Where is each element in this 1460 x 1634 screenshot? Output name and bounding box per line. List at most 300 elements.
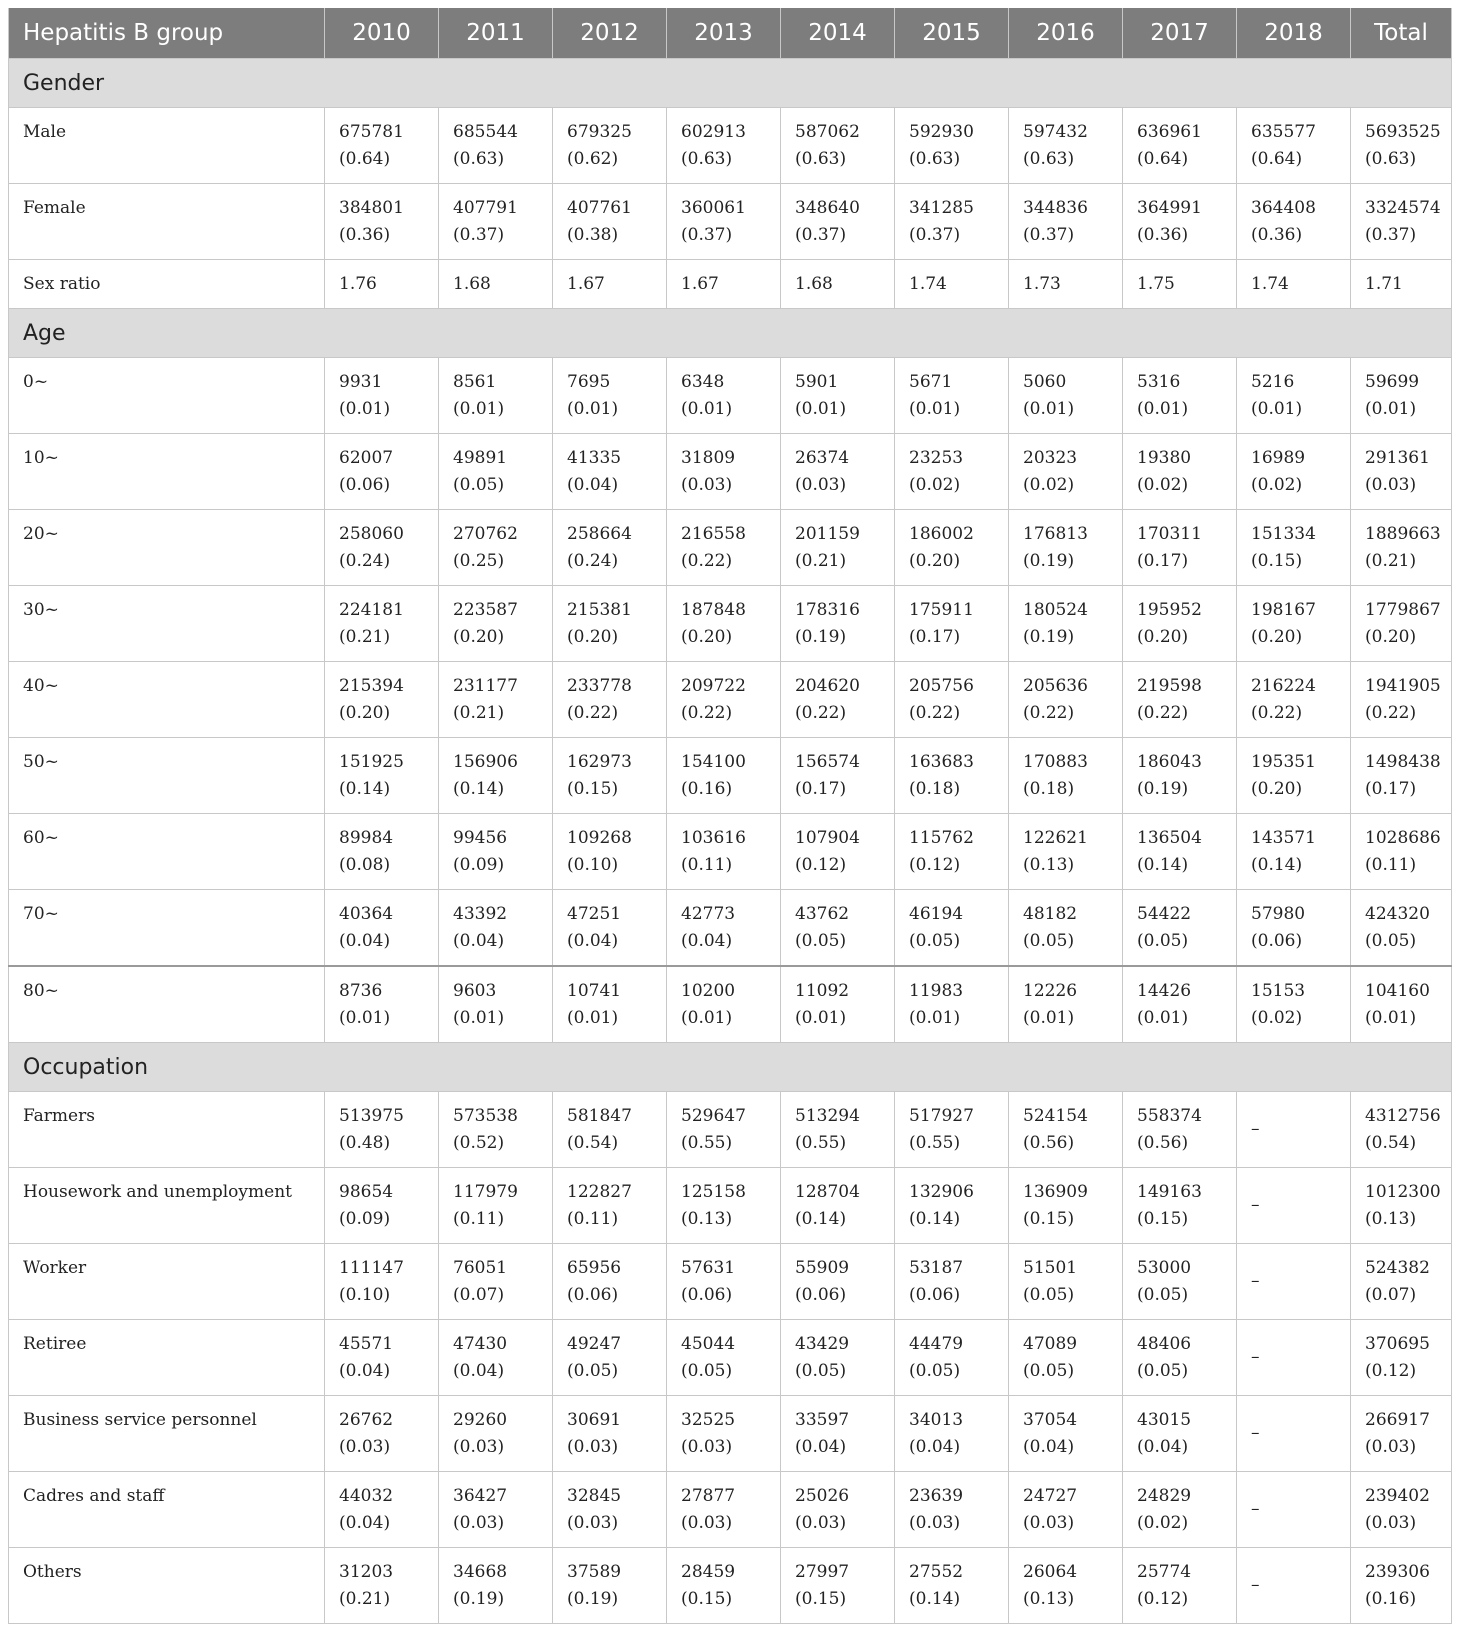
cell-count: 136504 — [1137, 828, 1202, 848]
cell-proportion: (0.01) — [339, 399, 391, 419]
row-label: Business service personnel — [9, 1396, 325, 1472]
cell-count: 43429 — [795, 1334, 850, 1354]
cell-proportion: (0.01) — [681, 1008, 733, 1028]
cell-proportion: (0.19) — [795, 627, 847, 647]
cell-count: 37054 — [1023, 1410, 1078, 1430]
cell-count: 186002 — [909, 524, 974, 544]
table-cell — [895, 1320, 1009, 1396]
table-cell — [895, 260, 1009, 309]
row-label: Cadres and staff — [9, 1472, 325, 1548]
table-cell — [895, 738, 1009, 814]
cell-proportion: (0.13) — [1365, 1209, 1417, 1229]
table-cell — [553, 966, 667, 1043]
cell-proportion: (0.17) — [795, 779, 847, 799]
cell-proportion: (0.05) — [453, 475, 505, 495]
table-cell — [667, 434, 781, 510]
table-cell — [1351, 1092, 1452, 1168]
cell-count: 7695 — [567, 372, 611, 392]
table-cell — [325, 966, 439, 1043]
cell-proportion: (0.01) — [1365, 399, 1417, 419]
cell-count: 30691 — [567, 1410, 622, 1430]
table-cell — [781, 1472, 895, 1548]
cell-proportion: (0.20) — [1137, 627, 1189, 647]
table-cell — [1351, 890, 1452, 967]
table-cell — [1123, 184, 1237, 260]
cell-count: 24727 — [1023, 1486, 1078, 1506]
table-cell — [1123, 1244, 1237, 1320]
table-cell — [439, 510, 553, 586]
header-year: 2011 — [439, 8, 553, 59]
cell-proportion: (0.48) — [339, 1133, 391, 1153]
table-cell — [667, 966, 781, 1043]
cell-proportion: (0.02) — [1137, 475, 1189, 495]
cell-count: 685544 — [453, 122, 518, 142]
cell-count: 156574 — [795, 752, 860, 772]
cell-count: 103616 — [681, 828, 746, 848]
cell-count: 231177 — [453, 676, 518, 696]
cell-count: 24829 — [1137, 1486, 1192, 1506]
cell-count: 258060 — [339, 524, 404, 544]
cell-proportion: (0.04) — [339, 1361, 391, 1381]
cell-proportion: (0.22) — [795, 703, 847, 723]
row-label: 80~ — [9, 966, 325, 1043]
table-row — [9, 184, 1452, 260]
table-cell — [439, 966, 553, 1043]
cell-count: 223587 — [453, 600, 518, 620]
cell-count: 1941905 — [1365, 676, 1441, 696]
cell-proportion: (0.05) — [1137, 1361, 1189, 1381]
table-cell — [1123, 1092, 1237, 1168]
row-label: 0~ — [9, 358, 325, 434]
cell-proportion: (0.03) — [795, 475, 847, 495]
cell-count: 1498438 — [1365, 752, 1441, 772]
cell-count: 186043 — [1137, 752, 1202, 772]
section-title: Gender — [9, 59, 1452, 108]
table-row — [9, 662, 1452, 738]
table-cell — [325, 184, 439, 260]
cell-count: 581847 — [567, 1106, 632, 1126]
cell-proportion: (0.02) — [909, 475, 961, 495]
table-cell — [1123, 510, 1237, 586]
cell-count: 15153 — [1251, 981, 1306, 1001]
header-year: 2015 — [895, 8, 1009, 59]
cell-proportion: (0.19) — [1137, 779, 1189, 799]
table-cell — [553, 1320, 667, 1396]
cell-count: 8561 — [453, 372, 497, 392]
table-cell — [325, 662, 439, 738]
cell-count: 517927 — [909, 1106, 974, 1126]
cell-count: 364991 — [1137, 198, 1202, 218]
cell-count: – — [1251, 1575, 1260, 1595]
table-cell — [553, 890, 667, 967]
table-cell — [781, 1092, 895, 1168]
table-cell — [1009, 1472, 1123, 1548]
table-cell — [325, 1396, 439, 1472]
cell-proportion: (0.15) — [1251, 551, 1303, 571]
cell-count: 6348 — [681, 372, 725, 392]
cell-count: 524382 — [1365, 1258, 1430, 1278]
section-title: Age — [9, 309, 1452, 358]
table-cell — [325, 510, 439, 586]
cell-proportion: (0.02) — [1251, 1008, 1303, 1028]
cell-count: 1.74 — [1251, 274, 1289, 294]
table-cell — [1123, 108, 1237, 184]
cell-count: 19380 — [1137, 448, 1192, 468]
cell-proportion: (0.11) — [453, 1209, 505, 1229]
table-row — [9, 814, 1452, 890]
cell-proportion: (0.56) — [1023, 1133, 1075, 1153]
cell-proportion: (0.01) — [909, 1008, 961, 1028]
table-cell — [325, 586, 439, 662]
cell-count: 122621 — [1023, 828, 1088, 848]
cell-proportion: (0.04) — [339, 1513, 391, 1533]
cell-count: 170311 — [1137, 524, 1202, 544]
row-label: Worker — [9, 1244, 325, 1320]
table-cell — [553, 434, 667, 510]
header-year: 2012 — [553, 8, 667, 59]
table-cell — [553, 260, 667, 309]
table-cell — [1237, 662, 1351, 738]
table-cell — [781, 1396, 895, 1472]
table-body — [9, 59, 1452, 1624]
table-row — [9, 510, 1452, 586]
row-label: Male — [9, 108, 325, 184]
table-cell — [667, 358, 781, 434]
cell-proportion: (0.14) — [453, 779, 505, 799]
cell-count: 12226 — [1023, 981, 1078, 1001]
cell-proportion: (0.12) — [1365, 1361, 1417, 1381]
table-cell — [439, 108, 553, 184]
cell-count: 43392 — [453, 904, 508, 924]
table-row — [9, 1548, 1452, 1624]
cell-proportion: (0.07) — [1365, 1285, 1417, 1305]
cell-count: 117979 — [453, 1182, 518, 1202]
cell-count: 27997 — [795, 1562, 850, 1582]
cell-proportion: (0.06) — [339, 475, 391, 495]
cell-proportion: (0.05) — [1137, 1285, 1189, 1305]
cell-proportion: (0.01) — [1023, 399, 1075, 419]
cell-proportion: (0.03) — [909, 1513, 961, 1533]
cell-proportion: (0.14) — [909, 1589, 961, 1609]
cell-proportion: (0.01) — [681, 399, 733, 419]
cell-proportion: (0.25) — [453, 551, 505, 571]
cell-count: 33597 — [795, 1410, 850, 1430]
table-cell — [325, 1244, 439, 1320]
table-cell — [1237, 108, 1351, 184]
table-cell — [1351, 966, 1452, 1043]
cell-proportion: (0.05) — [1023, 1285, 1075, 1305]
table-cell — [1009, 738, 1123, 814]
table-cell — [1237, 586, 1351, 662]
cell-count: 1.68 — [453, 274, 491, 294]
table-cell — [553, 510, 667, 586]
table-cell — [1351, 260, 1452, 309]
cell-proportion: (0.05) — [1137, 931, 1189, 951]
cell-proportion: (0.03) — [1365, 475, 1417, 495]
cell-proportion: (0.63) — [1023, 149, 1075, 169]
table-cell — [895, 662, 1009, 738]
cell-proportion: (0.06) — [1251, 931, 1303, 951]
cell-proportion: (0.63) — [909, 149, 961, 169]
cell-proportion: (0.36) — [1137, 225, 1189, 245]
cell-proportion: (0.11) — [681, 855, 733, 875]
cell-count: 170883 — [1023, 752, 1088, 772]
table-cell — [781, 1320, 895, 1396]
cell-count: 163683 — [909, 752, 974, 772]
table-row — [9, 890, 1452, 967]
row-label: Female — [9, 184, 325, 260]
cell-proportion: (0.06) — [681, 1285, 733, 1305]
cell-proportion: (0.11) — [567, 1209, 619, 1229]
table-cell — [439, 586, 553, 662]
cell-count: 26064 — [1023, 1562, 1078, 1582]
cell-proportion: (0.52) — [453, 1133, 505, 1153]
cell-count: 370695 — [1365, 1334, 1430, 1354]
table-cell — [781, 1244, 895, 1320]
cell-proportion: (0.09) — [339, 1209, 391, 1229]
cell-count: 40364 — [339, 904, 394, 924]
table-cell — [781, 586, 895, 662]
table-cell — [1009, 1396, 1123, 1472]
row-label: Sex ratio — [9, 260, 325, 309]
cell-count: 341285 — [909, 198, 974, 218]
table-cell — [1123, 1548, 1237, 1624]
cell-proportion: (0.05) — [795, 1361, 847, 1381]
cell-proportion: (0.56) — [1137, 1133, 1189, 1153]
table-cell — [667, 662, 781, 738]
table-cell — [439, 184, 553, 260]
cell-proportion: (0.22) — [681, 551, 733, 571]
cell-count: 3324574 — [1365, 198, 1441, 218]
table-cell — [553, 1548, 667, 1624]
cell-count: 59699 — [1365, 372, 1420, 392]
cell-proportion: (0.19) — [1023, 627, 1075, 647]
cell-proportion: (0.17) — [1137, 551, 1189, 571]
table-row — [9, 260, 1452, 309]
cell-count: 25774 — [1137, 1562, 1192, 1582]
table-cell — [1237, 184, 1351, 260]
cell-count: 49891 — [453, 448, 508, 468]
cell-proportion: (0.04) — [1023, 1437, 1075, 1457]
table-cell — [553, 814, 667, 890]
cell-count: 1.74 — [909, 274, 947, 294]
cell-count: 239402 — [1365, 1486, 1430, 1506]
table-cell — [325, 1320, 439, 1396]
cell-proportion: (0.04) — [681, 931, 733, 951]
cell-proportion: (0.04) — [795, 1437, 847, 1457]
header-total: Total — [1351, 8, 1452, 59]
table-cell — [1123, 586, 1237, 662]
cell-count: – — [1251, 1119, 1260, 1139]
table-row — [9, 1320, 1452, 1396]
cell-proportion: (0.05) — [1023, 1361, 1075, 1381]
cell-count: 136909 — [1023, 1182, 1088, 1202]
header-row — [9, 8, 1452, 59]
cell-proportion: (0.16) — [1365, 1589, 1417, 1609]
table-cell — [439, 662, 553, 738]
cell-count: 524154 — [1023, 1106, 1088, 1126]
cell-count: 216558 — [681, 524, 746, 544]
cell-count: 154100 — [681, 752, 746, 772]
cell-count: 1.67 — [567, 274, 605, 294]
table-cell — [439, 1396, 553, 1472]
cell-proportion: (0.22) — [909, 703, 961, 723]
table-cell — [325, 1168, 439, 1244]
cell-count: 53187 — [909, 1258, 964, 1278]
table-cell — [1351, 814, 1452, 890]
table-cell — [1351, 510, 1452, 586]
cell-count: 156906 — [453, 752, 518, 772]
cell-proportion: (0.06) — [795, 1285, 847, 1305]
cell-count: 44032 — [339, 1486, 394, 1506]
cell-proportion: (0.05) — [909, 1361, 961, 1381]
table-cell — [1123, 1472, 1237, 1548]
cell-proportion: (0.21) — [453, 703, 505, 723]
table-cell — [1351, 586, 1452, 662]
row-label: Retiree — [9, 1320, 325, 1396]
table-cell — [667, 890, 781, 967]
cell-count: 49247 — [567, 1334, 622, 1354]
section-row — [9, 59, 1452, 108]
table-cell — [667, 1244, 781, 1320]
cell-count: 23253 — [909, 448, 964, 468]
table-cell — [1351, 358, 1452, 434]
cell-proportion: (0.03) — [681, 1437, 733, 1457]
table-cell — [1351, 1244, 1452, 1320]
table-cell — [1351, 1396, 1452, 1472]
cell-count: 43762 — [795, 904, 850, 924]
table-cell — [1009, 434, 1123, 510]
cell-proportion: (0.01) — [1023, 1008, 1075, 1028]
cell-count: 26374 — [795, 448, 850, 468]
table-cell — [895, 1396, 1009, 1472]
header-year: 2018 — [1237, 8, 1351, 59]
table-cell — [781, 1548, 895, 1624]
cell-count: 65956 — [567, 1258, 622, 1278]
cell-proportion: (0.38) — [567, 225, 619, 245]
cell-count: 99456 — [453, 828, 508, 848]
cell-count: 47430 — [453, 1334, 508, 1354]
cell-proportion: (0.37) — [681, 225, 733, 245]
row-label: 70~ — [9, 890, 325, 967]
row-label: Others — [9, 1548, 325, 1624]
cell-count: 27877 — [681, 1486, 736, 1506]
cell-count: 205636 — [1023, 676, 1088, 696]
table-cell — [1237, 1092, 1351, 1168]
cell-count: 573538 — [453, 1106, 518, 1126]
cell-count: 111147 — [339, 1258, 404, 1278]
cell-count: 125158 — [681, 1182, 746, 1202]
table-cell — [1237, 1548, 1351, 1624]
cell-count: 43015 — [1137, 1410, 1192, 1430]
cell-count: 597432 — [1023, 122, 1088, 142]
cell-proportion: (0.54) — [1365, 1133, 1417, 1153]
table-cell — [667, 510, 781, 586]
table-cell — [553, 1396, 667, 1472]
cell-count: – — [1251, 1499, 1260, 1519]
table-cell — [439, 358, 553, 434]
row-label: 30~ — [9, 586, 325, 662]
table-cell — [667, 1548, 781, 1624]
table-cell — [325, 738, 439, 814]
cell-count: 1.75 — [1137, 274, 1175, 294]
cell-proportion: (0.03) — [681, 475, 733, 495]
cell-proportion: (0.06) — [567, 1285, 619, 1305]
row-label: 50~ — [9, 738, 325, 814]
cell-proportion: (0.24) — [339, 551, 391, 571]
cell-proportion: (0.02) — [1023, 475, 1075, 495]
cell-proportion: (0.37) — [453, 225, 505, 245]
cell-proportion: (0.12) — [795, 855, 847, 875]
cell-count: 45571 — [339, 1334, 394, 1354]
table-cell — [895, 1472, 1009, 1548]
cell-count: 270762 — [453, 524, 518, 544]
cell-proportion: (0.03) — [453, 1437, 505, 1457]
table-cell — [439, 738, 553, 814]
cell-proportion: (0.63) — [681, 149, 733, 169]
table-cell — [895, 184, 1009, 260]
cell-proportion: (0.22) — [681, 703, 733, 723]
table-cell — [553, 358, 667, 434]
cell-proportion: (0.03) — [339, 1437, 391, 1457]
table-cell — [781, 108, 895, 184]
cell-count: 57980 — [1251, 904, 1306, 924]
table-cell — [1009, 1320, 1123, 1396]
cell-count: 407761 — [567, 198, 632, 218]
table-cell — [781, 510, 895, 586]
table-row — [9, 586, 1452, 662]
table-cell — [895, 1168, 1009, 1244]
cell-count: 5060 — [1023, 372, 1067, 392]
cell-proportion: (0.10) — [567, 855, 619, 875]
cell-count: 424320 — [1365, 904, 1430, 924]
cell-count: 128704 — [795, 1182, 860, 1202]
table-cell — [553, 586, 667, 662]
table-cell — [1009, 890, 1123, 967]
table-cell — [667, 1320, 781, 1396]
cell-proportion: (0.15) — [1137, 1209, 1189, 1229]
cell-proportion: (0.04) — [567, 475, 619, 495]
cell-proportion: (0.37) — [1023, 225, 1075, 245]
cell-count: 9603 — [453, 981, 497, 1001]
section-row — [9, 1043, 1452, 1092]
table-cell — [1237, 358, 1351, 434]
cell-count: 47089 — [1023, 1334, 1078, 1354]
cell-proportion: (0.15) — [795, 1589, 847, 1609]
cell-proportion: (0.12) — [909, 855, 961, 875]
cell-proportion: (0.04) — [453, 1361, 505, 1381]
cell-count: 291361 — [1365, 448, 1430, 468]
cell-count: 513294 — [795, 1106, 860, 1126]
cell-count: 233778 — [567, 676, 632, 696]
cell-count: 5216 — [1251, 372, 1295, 392]
cell-count: 31809 — [681, 448, 736, 468]
cell-proportion: (0.04) — [567, 931, 619, 951]
cell-proportion: (0.04) — [909, 1437, 961, 1457]
cell-proportion: (0.20) — [339, 703, 391, 723]
cell-proportion: (0.04) — [453, 931, 505, 951]
cell-proportion: (0.14) — [909, 1209, 961, 1229]
table-cell — [1237, 1472, 1351, 1548]
table-cell — [1351, 1548, 1452, 1624]
cell-count: 1012300 — [1365, 1182, 1441, 1202]
cell-count: 16989 — [1251, 448, 1306, 468]
cell-count: 175911 — [909, 600, 974, 620]
cell-proportion: (0.20) — [681, 627, 733, 647]
section-title: Occupation — [9, 1043, 1452, 1092]
cell-proportion: (0.01) — [795, 399, 847, 419]
cell-proportion: (0.22) — [1023, 703, 1075, 723]
